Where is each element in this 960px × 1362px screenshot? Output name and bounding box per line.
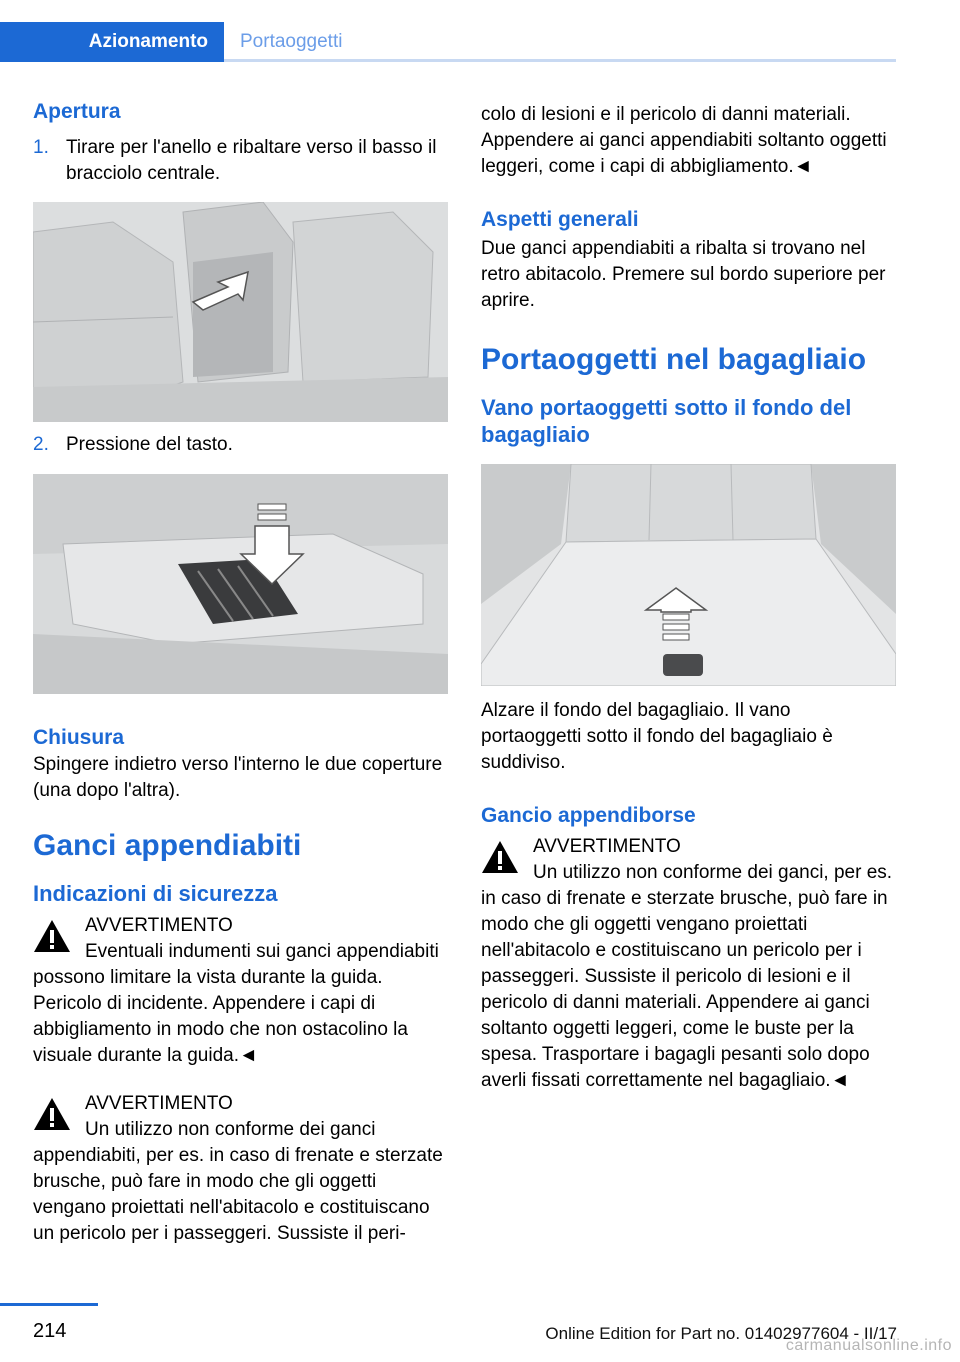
warning-triangle-icon (481, 840, 519, 874)
warning-block-2 (33, 1091, 448, 1247)
tab-portaoggetti[interactable]: Portaoggetti (240, 31, 343, 52)
vano-text: Alzare il fondo del bagagliaio. Il vano portaoggetti sotto il fondo del bagagliaio è suddiviso. (481, 700, 833, 773)
warning-text: Un utilizzo non conforme dei ganci, per es. in caso di frenate e sterzate brusche, può fare in modo che gli oggetti vengano proiettati nell'abitacolo e costituiscano un pericolo per i passeggeri. Sussiste il pericolo di lesioni e il pericolo di danni materiali. Appendere ai ganci soltanto oggetti leggeri, come le buste per la spesa. Trasportare i bagagli pesanti solo dopo averli fissati correttamente nel bagagliaio.◄ (481, 862, 893, 1091)
warning-title: AVVERTIMENTO (85, 1093, 233, 1114)
warning-text: Eventuali indumenti sui ganci appendiabiti possono limitare la vista durante la guida. Pericolo di incidente. Appendere i capi di abbigliamento in modo che non ostacolino la visuale durante la guida.◄ (33, 941, 439, 1066)
heading-aspetti-generali: Aspetti generali (481, 208, 639, 231)
warning-block-3 (481, 834, 896, 1094)
warning-title: AVVERTIMENTO (85, 915, 233, 936)
chiusura-text: Spingere indietro verso l'interno le due coperture (una dopo l'altra). (33, 754, 443, 801)
edition-text: Online Edition for Part no. 01402977604 - II/17 (545, 1324, 897, 1343)
tab-azionamento[interactable]: Azionamento (0, 22, 224, 62)
warning-text: Un utilizzo non conforme dei ganci appendiabiti, per es. in caso di frenate e sterzate brusche, può fare in modo che gli oggetti vengano proiettati nell'abitacolo e costituiscano un pericolo per i passeggeri. Sussiste il peri- (33, 1119, 443, 1244)
footer-rule (0, 1303, 98, 1306)
header-rule (224, 59, 896, 62)
heading-ganci-appendiabiti: Ganci appendiabiti (33, 829, 302, 862)
step-2: 2. Pressione del tasto. (33, 434, 233, 455)
continuation-text: colo di lesioni e il pericolo di danni materiali. Appendere ai ganci appendiabiti soltanto oggetti leggeri, come i capi di abbigliamento.◄ (481, 104, 887, 177)
step-1: 1. Tirare per l'anello e ribaltare verso il basso il bracciolo centrale. (33, 137, 437, 184)
warning-block-1 (33, 913, 448, 1069)
heading-portaoggetti-bagagliaio: Portaoggetti nel bagagliaio (481, 343, 867, 376)
figure-luggage-floor (481, 464, 896, 686)
aspetti-text: Due ganci appendiabiti a ribalta si trovano nel retro abitacolo. Premere sul bordo superiore per aprire. (481, 238, 886, 311)
figure-rear-seat-armrest (33, 202, 448, 422)
warning-triangle-icon (33, 919, 71, 953)
heading-indicazioni-sicurezza: Indicazioni di sicurezza (33, 881, 278, 906)
page-number: 214 (33, 1320, 67, 1342)
heading-apertura: Apertura (33, 100, 121, 123)
left-column (33, 98, 448, 1247)
heading-gancio-appendiborse: Gancio appendiborse (481, 804, 696, 827)
watermark: carmanualsonline.info (785, 1337, 952, 1354)
warning-title: AVVERTIMENTO (533, 836, 681, 857)
figure-armrest-button (33, 474, 448, 694)
right-column (481, 98, 896, 1094)
heading-vano-portaoggetti: Vano portaoggetti sotto il fondo del bagagliaio (481, 395, 852, 447)
warning-triangle-icon (33, 1097, 71, 1131)
heading-chiusura: Chiusura (33, 726, 125, 749)
